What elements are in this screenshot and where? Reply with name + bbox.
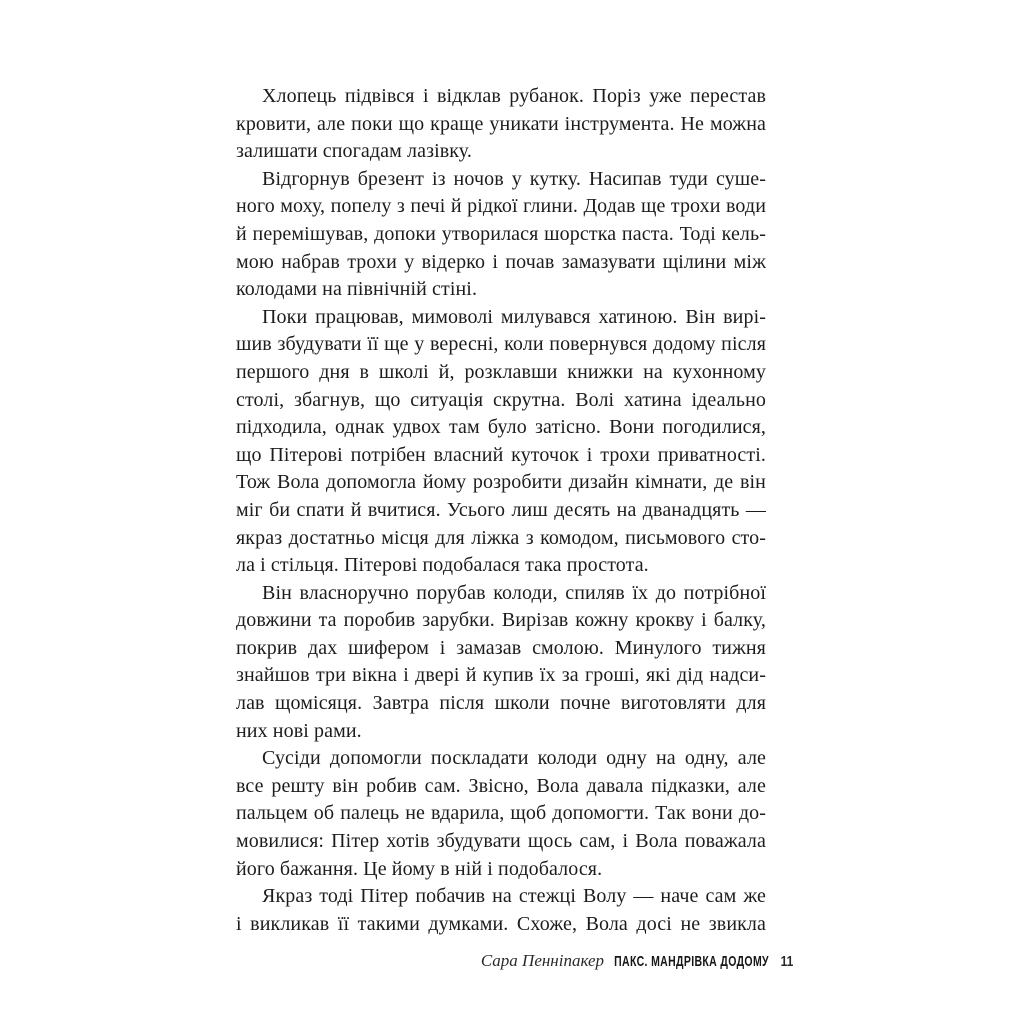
text-line: мою набрав трохи у відерко і почав замазувати щілини між xyxy=(236,250,766,273)
text-line: Якраз тоді Пітер побачив на стежці Волу — наче сам же xyxy=(262,885,766,908)
paragraph xyxy=(236,745,766,883)
footer-book-title: ПАКС. МАНДРІВКА ДОДОМУ xyxy=(614,953,769,970)
paragraph xyxy=(236,166,766,304)
text-line: Поки працював, мимоволі милувався хатиною. Він вирі- xyxy=(262,305,766,328)
text-line: якраз достатньо місця для ліжка з комодом, письмового сто- xyxy=(236,526,766,549)
text-line: довжини та поробив зарубки. Вирізав кожну крокву і балку, xyxy=(236,609,766,632)
text-line: кровити, але поки що краще уникати інструмента. Не можна xyxy=(236,112,766,135)
text-line: Хлопець підвівся і відклав рубанок. Поріз уже перестав xyxy=(262,85,766,107)
text-line: Відгорнув брезент із ночов у кутку. Насипав туди суше- xyxy=(262,167,766,190)
footer-author: Сара Пенніпакер xyxy=(480,951,605,970)
text-line: покрив дах шифером і замазав смолою. Минулого тижня xyxy=(236,636,766,659)
text-line: ла і стільця. Пітерові подобалася така простота. xyxy=(236,554,649,577)
text-line: лав щомісяця. Завтра після школи почне виготовляти для xyxy=(236,692,766,715)
text-line: ного моху, попелу з печі й рідкої глини. Додав ще трохи води xyxy=(236,195,766,218)
paragraph xyxy=(236,304,766,580)
page-footer xyxy=(236,951,795,971)
text-line: першого дня в школі й, розклавши книжки на кухонному xyxy=(236,360,766,383)
text-line: мовилися: Пітер хотів збудувати щось сам, і Вола поважала xyxy=(236,830,766,853)
text-line: все решту він робив сам. Звісно, Вола давала підказки, але xyxy=(236,774,766,797)
text-line: Сусіди допомогли поскладати колоди одну на одну, але xyxy=(262,747,766,770)
text-line: Тож Вола допомогла йому розробити дизайн кімнати, де він xyxy=(236,471,766,494)
text-line: і викликав її такими думками. Схоже, Вола досі не звикла xyxy=(236,912,766,935)
paragraph xyxy=(236,83,766,166)
text-line: них нові рами. xyxy=(236,719,362,742)
paragraph xyxy=(236,883,766,938)
text-line: шив збудувати її ще у вересні, коли повернувся додому після xyxy=(236,333,766,356)
text-line: колодами на північній стіні. xyxy=(236,278,478,301)
text-line: його бажання. Це йому в ній і подобалося. xyxy=(236,857,603,880)
text-line: підходила, однак удвох там було затісно. Вони погодилися, xyxy=(236,416,766,439)
text-line: Він власноручно порубав колоди, спиляв їх до потрібної xyxy=(262,581,766,604)
text-line: залишати спогадам лазівку. xyxy=(236,140,472,163)
text-line: пальцем об палець не вдарила, щоб допомогти. Так вони до- xyxy=(236,802,766,825)
text-line: знайшов три вікна і двері й купив їх за гроші, які дід надси- xyxy=(236,664,766,687)
paragraph xyxy=(236,580,766,746)
text-block xyxy=(236,83,766,938)
text-line: й перемішував, допоки утворилася шорстка паста. Тоді кель- xyxy=(236,222,766,245)
text-line: міг би спати й вчитися. Усього лиш десять на дванадцять — xyxy=(236,498,766,521)
footer-page-number: 11 xyxy=(780,953,794,970)
text-line: що Пітерові потрібен власний куточок і трохи приватності. xyxy=(236,443,766,466)
text-line: столі, збагнув, що ситуація скрутна. Волі хатина ідеально xyxy=(236,388,766,411)
